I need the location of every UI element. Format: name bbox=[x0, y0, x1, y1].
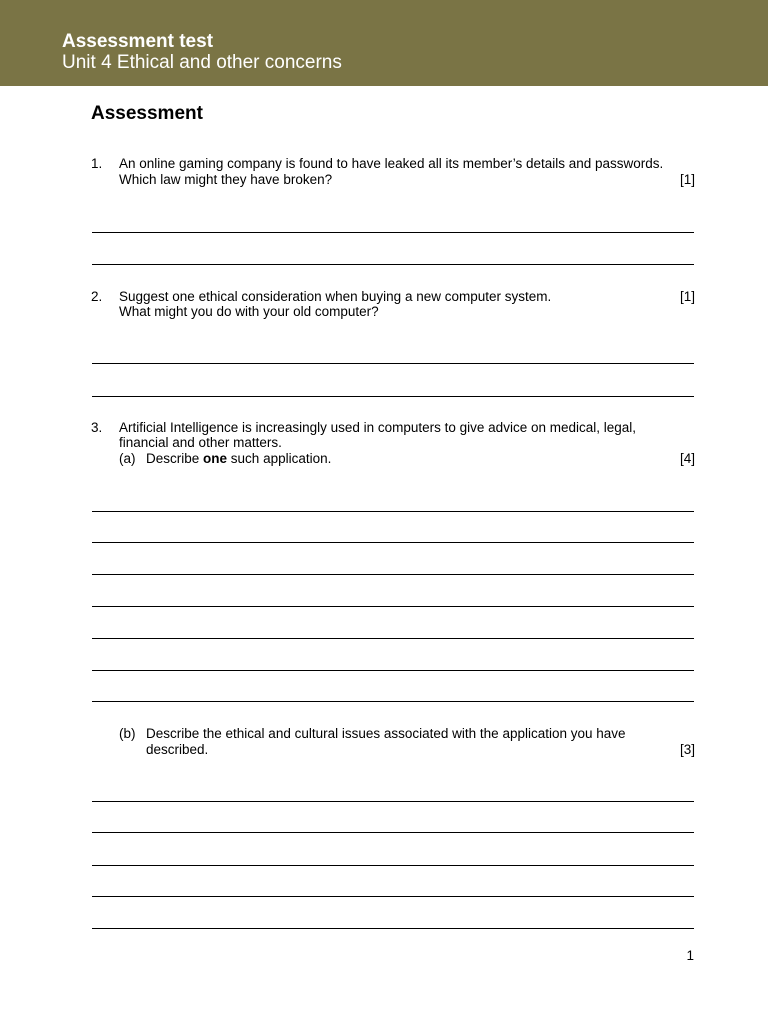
part-a-text bbox=[146, 451, 331, 467]
question-3-line-1: Artificial Intelligence is increasingly used in computers to give advice on medical, legal, bbox=[119, 420, 637, 435]
answer-line bbox=[92, 606, 694, 607]
question-3-line-2: financial and other matters. bbox=[119, 435, 282, 450]
answer-line bbox=[92, 896, 694, 897]
answer-line bbox=[92, 574, 694, 575]
answer-line bbox=[92, 701, 694, 702]
question-2-line-2: What might you do with your old computer? bbox=[119, 304, 379, 319]
answer-line bbox=[92, 511, 694, 512]
part-b-label: (b) bbox=[119, 726, 136, 741]
part-b-line-1: Describe the ethical and cultural issues associated with the application you have bbox=[146, 726, 626, 741]
answer-line bbox=[92, 670, 694, 671]
question-3-number: 3. bbox=[91, 420, 103, 435]
part-a-mark: [4] bbox=[679, 451, 695, 466]
answer-line bbox=[92, 801, 694, 802]
part-a-text-after: such application. bbox=[227, 451, 332, 466]
header-subtitle: Unit 4 Ethical and other concerns bbox=[62, 52, 342, 73]
answer-line bbox=[92, 363, 694, 364]
answer-line bbox=[92, 396, 694, 397]
part-b-mark: [3] bbox=[679, 742, 695, 757]
answer-line bbox=[92, 832, 694, 833]
question-2-number: 2. bbox=[91, 289, 103, 304]
question-1-line-2: Which law might they have broken? bbox=[119, 172, 333, 187]
question-2-mark: [1] bbox=[679, 289, 695, 304]
answer-line bbox=[92, 542, 694, 543]
answer-line bbox=[92, 232, 694, 233]
question-1-number: 1. bbox=[91, 156, 103, 171]
answer-line bbox=[92, 264, 694, 265]
part-a-text-bold: one bbox=[203, 451, 228, 466]
answer-line bbox=[92, 638, 694, 639]
part-a-text-before: Describe bbox=[146, 451, 204, 466]
question-1-line-1: An online gaming company is found to have leaked all its member’s details and passwords. bbox=[119, 156, 664, 171]
question-1-mark: [1] bbox=[679, 172, 695, 187]
header-title: Assessment test bbox=[62, 31, 214, 52]
part-b-line-2: described. bbox=[146, 742, 209, 757]
answer-line bbox=[92, 928, 694, 929]
part-a-label: (a) bbox=[119, 451, 136, 466]
question-2-line-1: Suggest one ethical consideration when buying a new computer system. bbox=[119, 289, 552, 304]
page-number: 1 bbox=[686, 948, 694, 963]
answer-line bbox=[92, 865, 694, 866]
page-heading: Assessment bbox=[91, 103, 203, 124]
